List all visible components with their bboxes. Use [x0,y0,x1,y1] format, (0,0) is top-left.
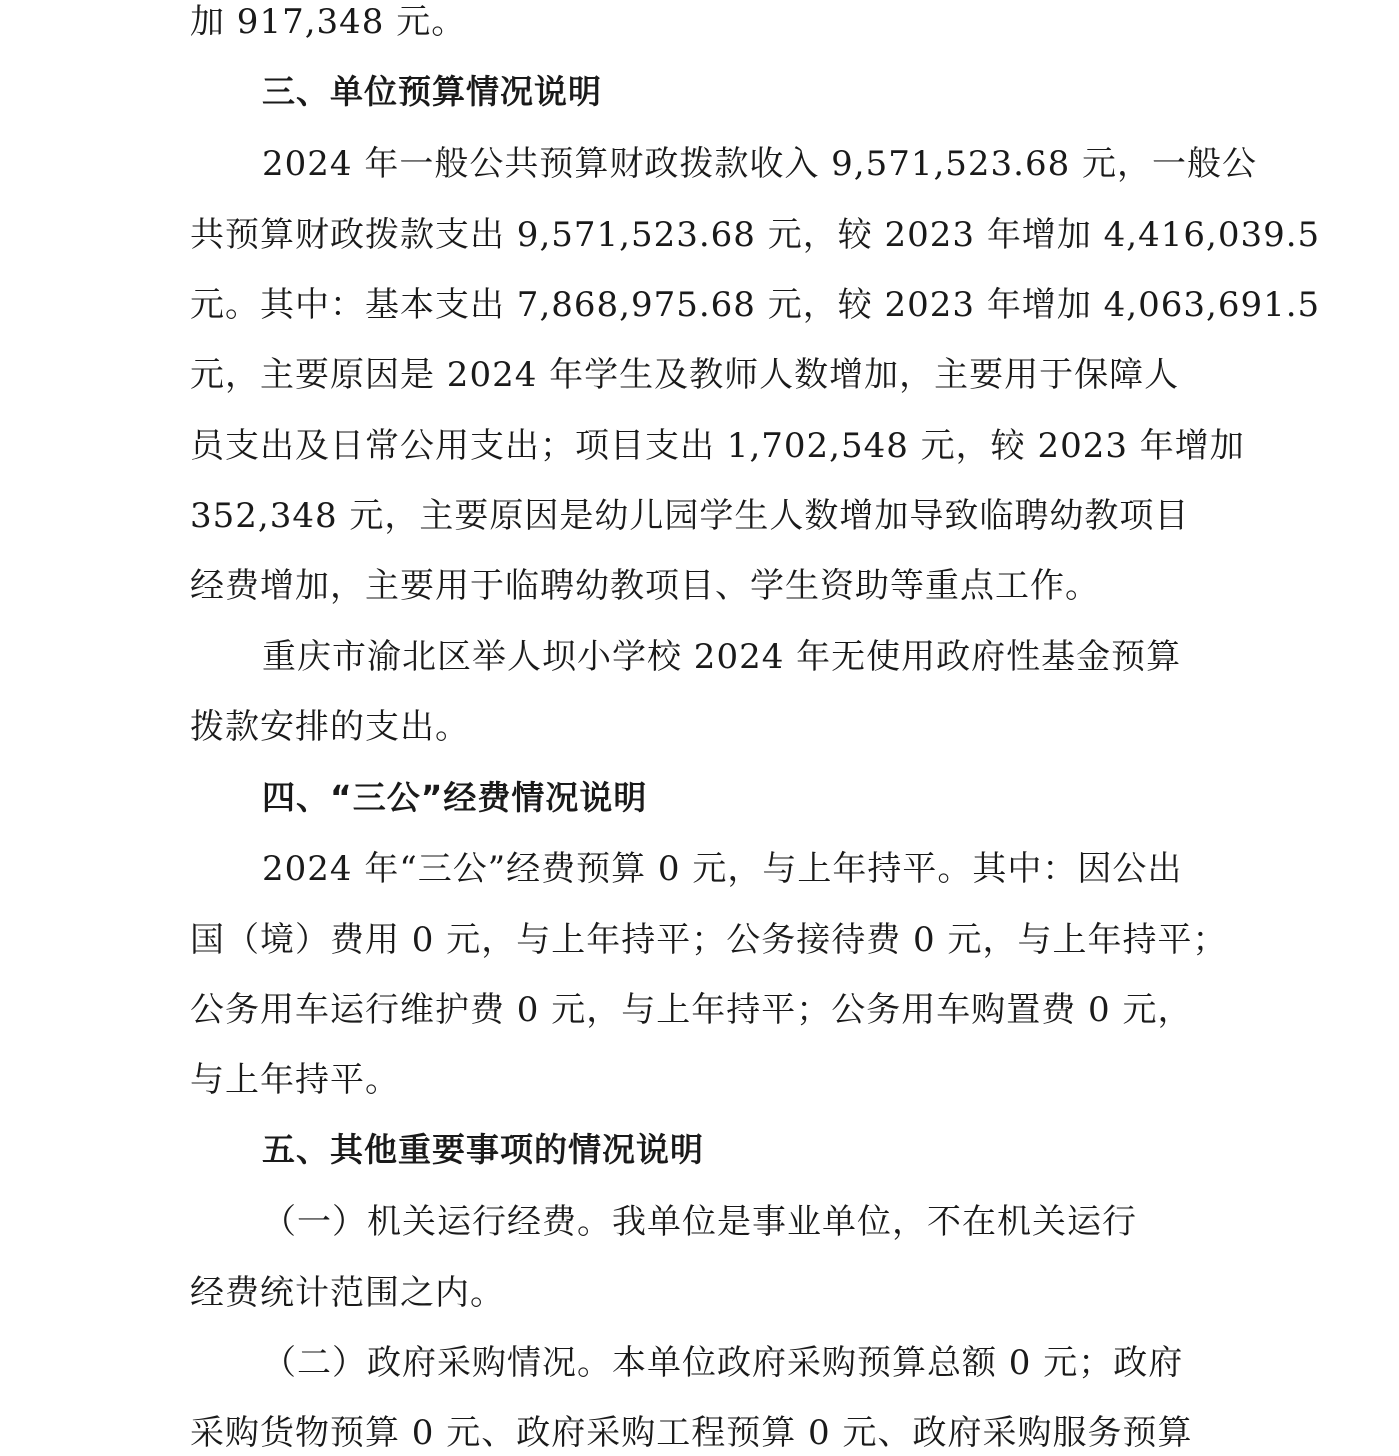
text-line: 2024 年一般公共预算财政拨款收入 9,571,523.68 元，一般公 [262,144,1258,184]
text-line: 国（境）费用 0 元，与上年持平；公务接待费 0 元，与上年持平； [190,920,1228,960]
text-line: 元。其中：基本支出 7,868,975.68 元，较 2023 年增加 4,063,691.5 [190,285,1321,325]
text-line: 公务用车运行维护费 0 元，与上年持平；公务用车购置费 0 元， [190,990,1193,1030]
text-line: 经费统计范围之内。 [190,1273,505,1313]
text-line: （一）机关运行经费。我单位是事业单位，不在机关运行 [262,1202,1137,1242]
section-heading-5: 五、其他重要事项的情况说明 [262,1130,704,1169]
text-line: 与上年持平。 [190,1060,400,1100]
text-line: 352,348 元，主要原因是幼儿园学生人数增加导致临聘幼教项目 [190,496,1190,536]
section-heading-3: 三、单位预算情况说明 [262,72,602,111]
text-line: 共预算财政拨款支出 9,571,523.68 元，较 2023 年增加 4,416,039.5 [190,215,1321,255]
text-line: 重庆市渝北区举人坝小学校 2024 年无使用政府性基金预算 [262,637,1182,677]
text-line: 员支出及日常公用支出；项目支出 1,702,548 元，较 2023 年增加 [190,426,1245,466]
text-line: 加 917,348 元。 [190,2,467,42]
text-line: 拨款安排的支出。 [190,707,470,747]
section-heading-4: 四、“三公”经费情况说明 [262,778,648,817]
text-line: （二）政府采购情况。本单位政府采购预算总额 0 元；政府 [262,1343,1184,1383]
text-line: 经费增加，主要用于临聘幼教项目、学生资助等重点工作。 [190,566,1100,606]
text-line: 元，主要原因是 2024 年学生及教师人数增加，主要用于保障人 [190,355,1180,395]
text-line: 采购货物预算 0 元、政府采购工程预算 0 元、政府采购服务预算 [190,1413,1193,1453]
text-line: 2024 年“三公”经费预算 0 元，与上年持平。其中：因公出 [262,849,1183,889]
